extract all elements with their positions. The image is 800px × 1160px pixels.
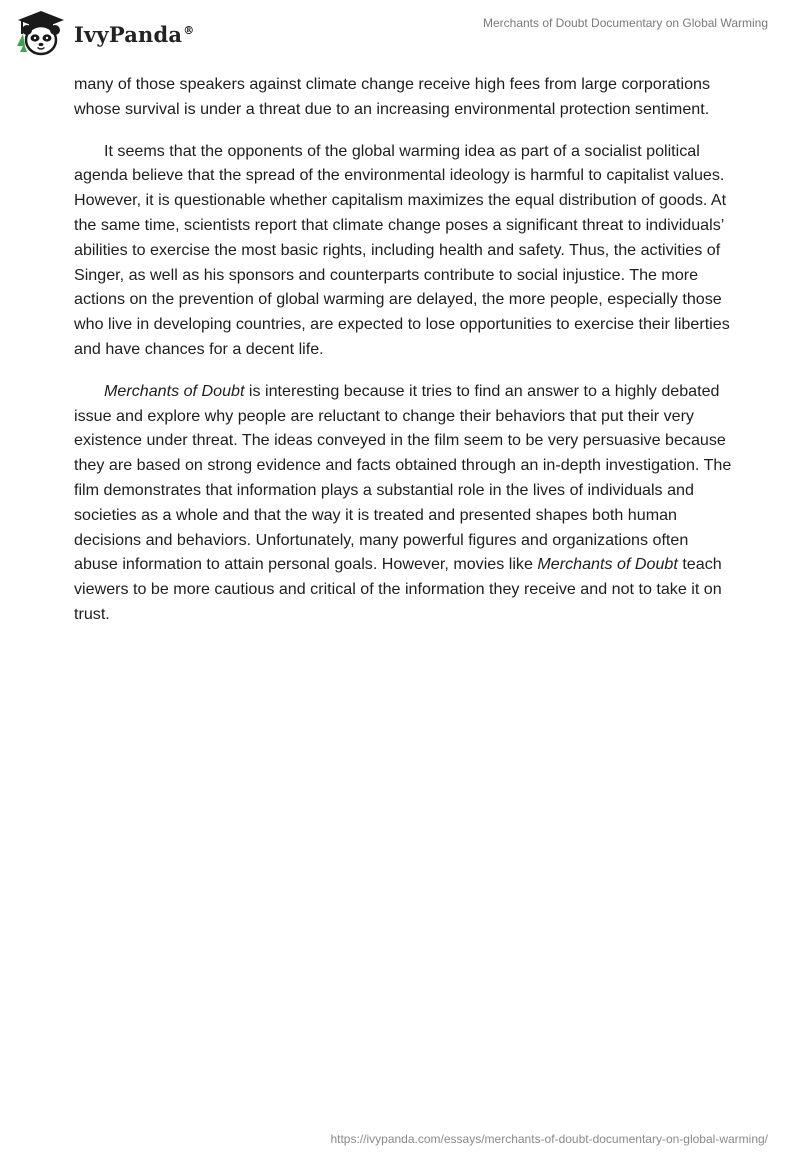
brand-name: IvyPanda®	[74, 21, 195, 47]
paragraph-2: It seems that the opponents of the global warming idea as part of a socialist political agenda believe that the spread of the environmental ideology is harmful to capitalist values. However, it is questionable whether capitalism maximizes the equal distribution of goods. At the same time, scientists report that climate change poses a significant threat to individuals’ abilities to exercise the most basic rights, including health and safety. Thus, the activities of Singer, as well as his sponsors and counterparts contribute to social injustice. The more actions on the prevention of global warming are delayed, the more people, especially those who live in developing countries, are expected to lose opportunities to exercise their liberties and have chances for a decent life.	[74, 141, 730, 358]
film-title-italic: Merchants of Doubt	[104, 381, 245, 400]
essay-body	[74, 72, 734, 644]
source-url[interactable]: https://ivypanda.com/essays/merchants-of-doubt-documentary-on-global-warming/	[330, 1132, 768, 1146]
document-title: Merchants of Doubt Documentary on Global Warming	[482, 16, 768, 30]
paragraph-1: many of those speakers against climate change receive high fees from large corporations whose survival is under a threat due to an increasing environmental protection sentiment.	[74, 75, 711, 118]
panda-graduate-icon	[14, 8, 68, 58]
page-header	[0, 0, 800, 66]
paragraph-3-text-b: teach viewers to be more cautious and critical of the information they receive and not to take it on trust.	[74, 555, 722, 623]
ivypanda-logo[interactable]	[14, 8, 194, 58]
paragraph-3-text-a: is interesting because it tries to find an answer to a highly debated issue and explore why people are reluctant to change their behaviors that put their very existence under threat. The ideas conveyed in the film seem to be very persuasive because they are based on strong evidence and facts obtained through an in-depth investigation. The film demonstrates that information plays a substantial role in the lives of individuals and societies as a whole and that the way it is treated and presented shapes both human decisions and behaviors. Unfortunately, many powerful figures and organizations often abuse information to attain personal goals. However, movies like	[74, 381, 732, 574]
paragraph-3	[74, 379, 734, 627]
film-title-italic: Merchants of Doubt	[537, 555, 678, 574]
